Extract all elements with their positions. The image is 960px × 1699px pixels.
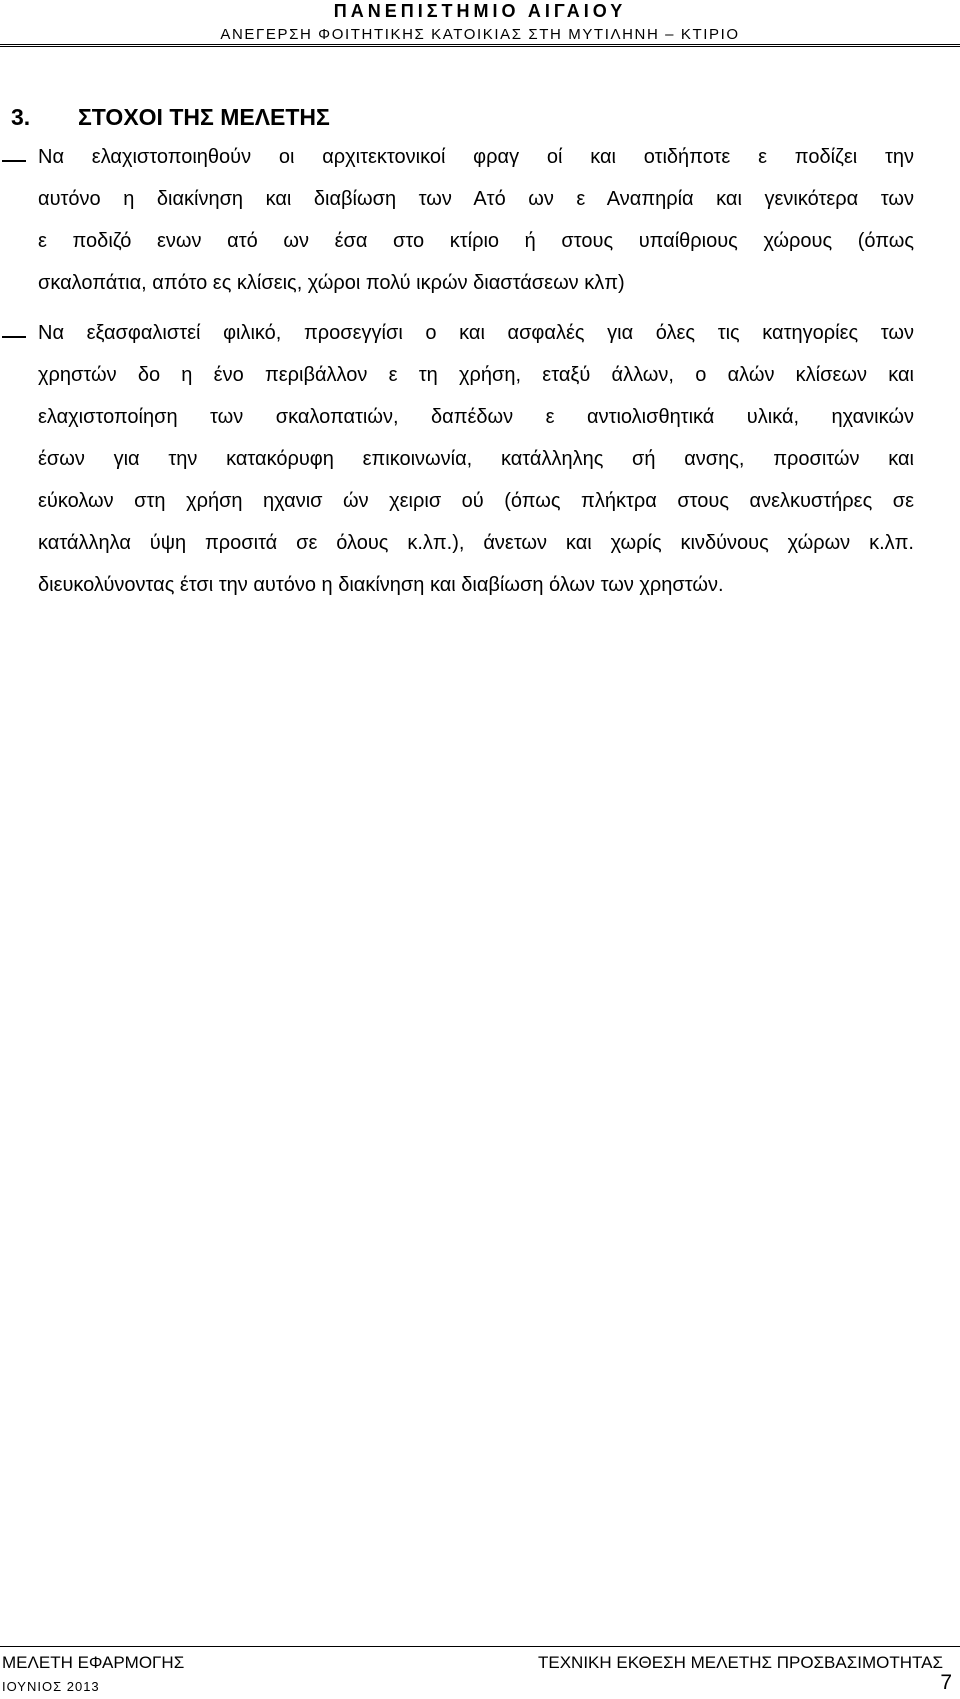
paragraph-line: διευκολύνοντας έτσι την αυτόνο η διακίνηση και διαβίωση όλων των χρηστών.	[38, 574, 724, 596]
bullet-paragraph-1	[38, 136, 914, 304]
university-name: ΠΑΝΕΠΙΣΤΗΜΙΟ ΑΙΓΑΙΟΥ	[333, 1, 627, 21]
paragraph-line: ε ποδιζό ενων ατό ων έσα στο κτίριο ή στους υπαίθριους χώρους (όπως	[38, 230, 914, 252]
paragraph-line: αυτόνο η διακίνηση και διαβίωση των Ατό ων ε Αναπηρία και γενικότερα των	[38, 188, 914, 210]
paragraph-line: κατάλληλα ύψη προσιτά σε όλους κ.λπ.), άνετων και χωρίς κινδύνους χώρων κ.λπ.	[38, 532, 914, 554]
paragraph-line: χρηστών δο η ένο περιβάλλον ε τη χρήση, εταξύ άλλων, ο αλών κλίσεων και	[38, 364, 914, 386]
footer-divider	[0, 1646, 960, 1647]
header-divider	[0, 44, 960, 47]
paragraph-line: έσων για την κατακόρυφη επικοινωνία, κατάλληλης σή ανσης, προσιτών και	[38, 448, 914, 470]
project-title: ΑΝΕΓΕΡΣΗ ΦΟΙΤΗΤΙΚΗΣ ΚΑΤΟΙΚΙΑΣ ΣΤΗ ΜΥΤΙΛΗΝΗ – ΚΤΙΡΙΟ	[220, 26, 740, 43]
section-number: 3.	[11, 104, 31, 130]
bullet-paragraph-2	[38, 312, 914, 606]
paragraph-line: εύκολων στη χρήση ηχανισ ών χειρισ ού (όπως πλήκτρα στους ανελκυστήρες σε	[38, 490, 914, 512]
paragraph-line: Να εξασφαλιστεί φιλικό, προσεγγίσι ο και ασφαλές για όλες τις κατηγορίες των	[38, 322, 914, 344]
footer-date: ΙΟΥΝΙΟΣ 2013	[2, 1679, 100, 1694]
footer-report-title: ΤΕΧΝΙΚΗ ΕΚΘΕΣΗ ΜΕΛΕΤΗΣ ΠΡΟΣΒΑΣΙΜΟΤΗΤΑΣ	[538, 1653, 943, 1672]
footer-study-type: ΜΕΛΕΤΗ ΕΦΑΡΜΟΓΗΣ	[2, 1653, 185, 1672]
dash-bullet-1	[2, 160, 26, 162]
paragraph-line: ελαχιστοποίηση των σκαλοπατιών, δαπέδων ε αντιολισθητικά υλικά, ηχανικών	[38, 406, 914, 428]
paragraph-line: σκαλοπάτια, απότο ες κλίσεις, χώροι πολύ ικρών διαστάσεων κλπ)	[38, 272, 625, 294]
section-heading	[11, 103, 330, 131]
page-header	[0, 0, 960, 45]
page-number: 7	[940, 1671, 952, 1694]
paragraph-line: Να ελαχιστοποιηθούν οι αρχιτεκτονικοί φραγ οί και οτιδήποτε ε ποδίζει την	[38, 146, 914, 168]
section-title: ΣΤΟΧΟΙ ΤΗΣ ΜΕΛΕΤΗΣ	[78, 104, 330, 130]
dash-bullet-2	[2, 336, 26, 338]
